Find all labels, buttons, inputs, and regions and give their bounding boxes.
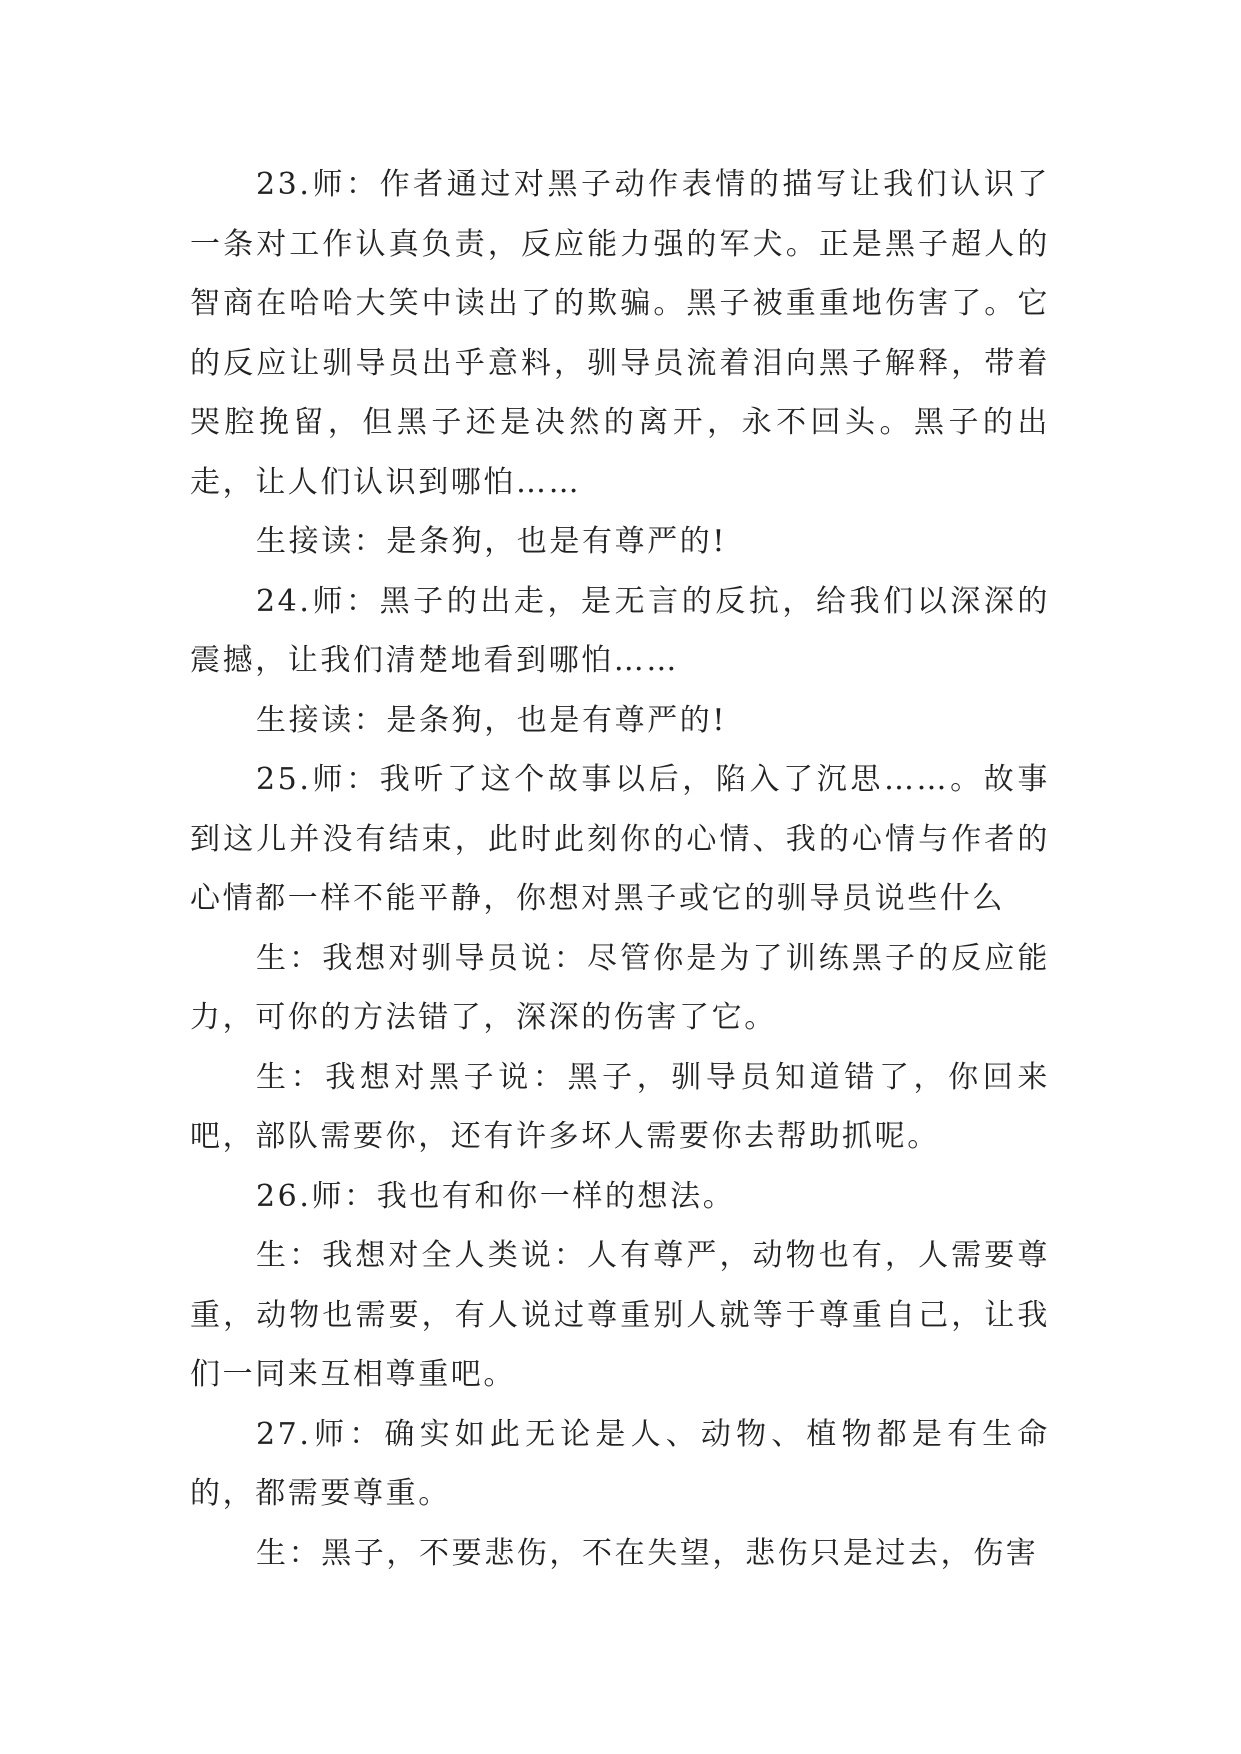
paragraph-student-comfort: 生：黑子，不要悲伤，不在失望，悲伤只是过去，伤害 [256, 1535, 1039, 1571]
paragraph-student-to-heizi: 生：我想对黑子说：黑子，驯导员知道错了，你回来吧，部队需要你，还有许多坏人需要你去帮助抓呢。 [190, 1059, 1050, 1154]
paragraph-25-teacher: 25.师：我听了这个故事以后，陷入了沉思……。故事到这儿并没有结束，此时此刻你的心情、我的心情与作者的心情都一样不能平静，你想对黑子或它的驯导员说些什么 [190, 762, 1050, 916]
body-text [190, 155, 1050, 1583]
paragraph-27-teacher: 27.师：确实如此无论是人、动物、植物都是有生命的，都需要尊重。 [190, 1416, 1050, 1511]
paragraph-23-teacher: 23.师：作者通过对黑子动作表情的描写让我们认识了一条对工作认真负责，反应能力强的军犬。正是黑子超人的智商在哈哈大笑中读出了的欺骗。黑子被重重地伤害了。它的反应让驯导员出乎意料，驯导员流着泪向黑子解释，带着哭腔挽留，但黑子还是决然的离开，永不回头。黑子的出走，让人们认识到哪怕…… [190, 167, 1050, 500]
paragraph-student-reply-1: 生接读：是条狗，也是有尊严的! [256, 524, 728, 559]
paragraph-26-teacher: 26.师：我也有和你一样的想法。 [256, 1178, 736, 1214]
paragraph-24-teacher: 24.师：黑子的出走，是无言的反抗，给我们以深深的震撼，让我们清楚地看到哪怕…… [190, 583, 1050, 678]
paragraph-student-to-humanity: 生：我想对全人类说：人有尊严，动物也有，人需要尊重，动物也需要，有人说过尊重别人就等于尊重自己，让我们一同来互相尊重吧。 [190, 1238, 1050, 1392]
paragraph-student-reply-2: 生接读：是条狗，也是有尊严的! [256, 702, 728, 738]
paragraph-student-to-trainer: 生：我想对驯导员说：尽管你是为了训练黑子的反应能力，可你的方法错了，深深的伤害了它。 [190, 940, 1050, 1035]
